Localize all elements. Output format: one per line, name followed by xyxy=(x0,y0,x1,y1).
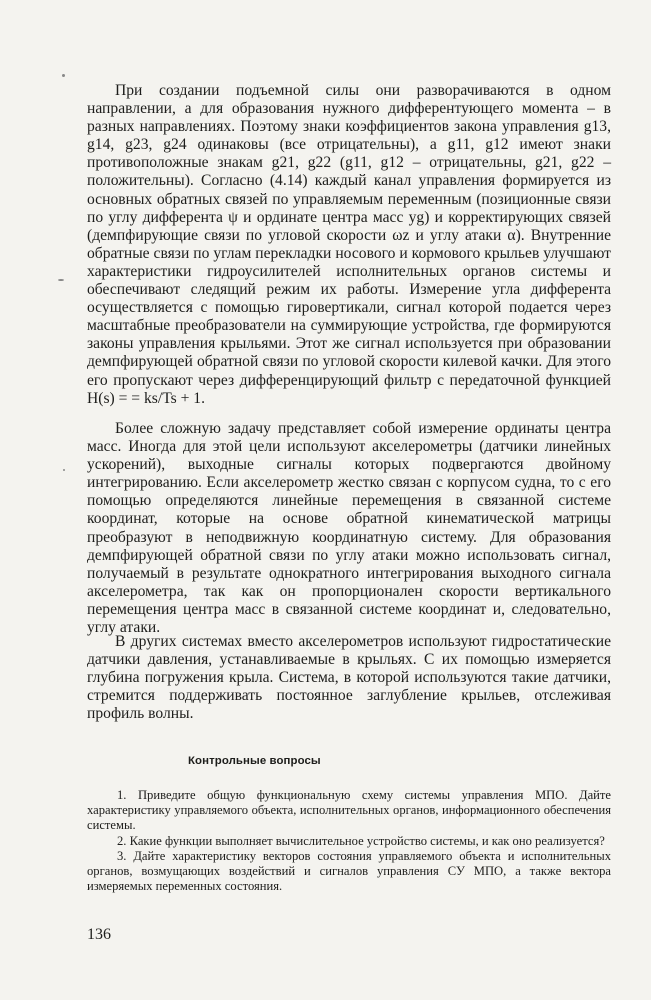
question-1: 1. Приведите общую функциональную схему системы управления МПО. Дайте характеристику управляемого объекта, исполнительных органов, информационного обеспечения системы. xyxy=(87,788,611,833)
paragraph-3 xyxy=(87,633,611,723)
question-2: 2. Какие функции выполняет вычислительное устройство системы, и как оно реализуется? xyxy=(117,833,605,848)
section-heading: Контрольные вопросы xyxy=(188,755,321,767)
paragraph-1 xyxy=(87,82,611,408)
paragraph-2 xyxy=(87,420,611,637)
scan-speck xyxy=(58,279,64,281)
paragraph-2-text: Более сложную задачу представляет собой измерение ординаты центра масс. Иногда для этой цели используют акселерометры (датчики линейных ускорений), выходные сигналы которых подвергаются двойному интегрированию. Если акселерометр жестко связан с корпусом судна, то с его помощью определяются линейные перемещения в связанной системе координат, которые на основе обратной кинематической матрицы преобразуют в неподвижную координатную систему. Для образования демпфирующей обратной связи по углу атаки можно использовать сигнал, получаемый в результате однократного интегрирования выходного сигнала акселерометра, так как он пропорционален скорости вертикального перемещения центра масс в связанной системе координат и, следовательно, углу атаки. xyxy=(87,420,611,637)
page-number: 136 xyxy=(87,926,111,943)
paragraph-3-text: В других системах вместо акселерометров используют гидростатические датчики давления, устанавливаемые в крыльях. С их помощью измеряется глубина погружения крыла. Система, в которой используются такие датчики, стремится поддерживать постоянное заглубление крыльев, отслеживая профиль волны. xyxy=(87,633,611,723)
review-questions xyxy=(87,788,611,894)
question-3: 3. Дайте характеристику векторов состояния управляемого объекта и исполнительных органов, возмущающих воздействий и сигналов управления СУ МПО, а также вектора измеряемых переменных состояния. xyxy=(87,848,611,894)
scan-speck xyxy=(62,74,65,77)
paragraph-1-text: При создании подъемной силы они разворачиваются в одном направлении, а для образования нужного дифферентующего момента – в разных направлениях. Поэтому знаки коэффициентов закона управления g13, g14, g23, g24 одинаковы (все отрицательны), а g11, g12 имеют знаки противоположные знакам g21, g22 (g11, g12 – отрицательны, g21, g22 – положительны). Согласно (4.14) каждый канал управления формируется из основных обратных связей по управляемым переменным (позиционные связи по углу дифферента ψ и ординате центра масс yg) и корректирующих связей (демпфирующие связи по угловой скорости ωz и углу атаки α). Внутренние обратные связи по углам перекладки носового и кормового крыльев улучшают характеристики гидроусилителей исполнительных органов системы и обеспечивают следящий режим их работы. Измерение угла дифферента осуществляется с помощью гировертикали, сигнал которой подается через масштабные преобразователи на суммирующие устройства, где формируются законы управления крыльями. Этот же сигнал используется при образовании демпфирующей обратной связи по угловой скорости килевой качки. Для этого его пропускают через дифференцирующий фильтр с передаточной функцией H(s) = = ks/Ts + 1. xyxy=(87,82,611,407)
scan-speck xyxy=(63,469,65,471)
